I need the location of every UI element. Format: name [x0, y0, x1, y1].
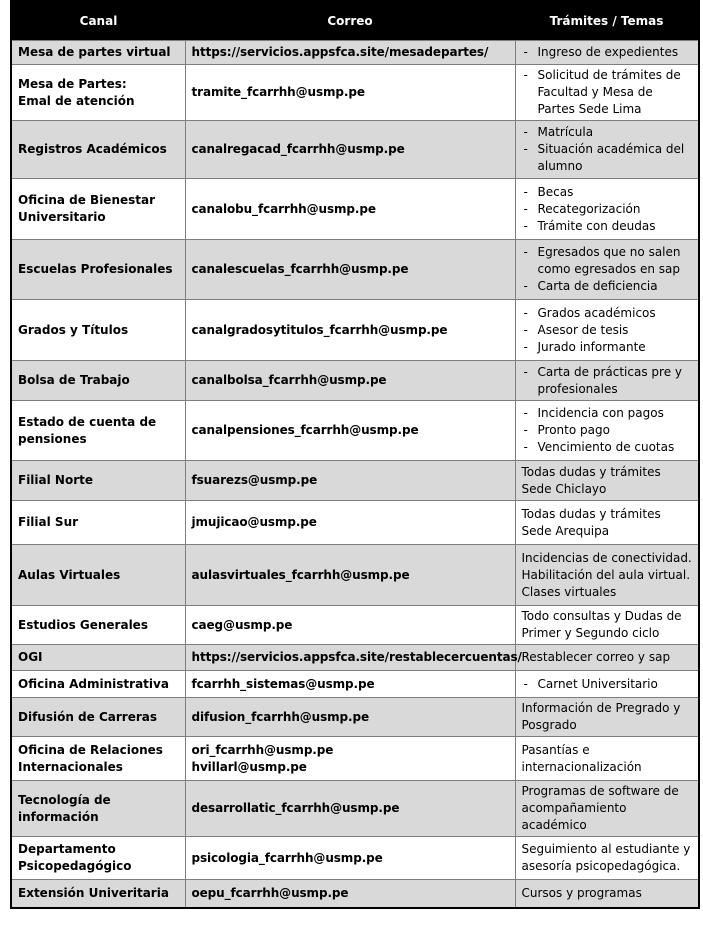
- tema-item: - Jurado informante: [522, 339, 693, 356]
- table-row: [11, 781, 699, 837]
- canal-cell: [11, 837, 185, 880]
- header-canal: Canal: [11, 1, 185, 41]
- table-row: [11, 179, 699, 240]
- tema-text: Todas dudas y trámites Sede Arequipa: [521, 506, 661, 538]
- tema-item: - Becas: [522, 184, 693, 201]
- tema-item: - Solicitud de trámites de Facultad y Mesa de Partes Sede Lima: [522, 67, 693, 118]
- temas-cell: [515, 65, 699, 121]
- temas-cell: [515, 781, 699, 837]
- canal-name: Oficina de Relaciones Internacionales: [18, 742, 163, 774]
- correo-cell: [185, 121, 515, 179]
- temas-cell: [515, 240, 699, 300]
- temas-cell: [515, 545, 699, 606]
- canal-cell: [11, 65, 185, 121]
- table-row: [11, 401, 699, 461]
- temas-cell: [515, 300, 699, 361]
- temas-cell: [515, 41, 699, 65]
- correo-cell: [185, 781, 515, 837]
- correo-value[interactable]: oepu_fcarrhh@usmp.pe: [191, 885, 349, 900]
- table-row: [11, 240, 699, 300]
- tema-item: - Incidencia con pagos: [522, 405, 693, 422]
- correo-value[interactable]: aulasvirtuales_fcarrhh@usmp.pe: [191, 567, 410, 582]
- tema-item: - Trámite con deudas: [522, 218, 693, 235]
- canal-name: Escuelas Profesionales: [18, 262, 173, 276]
- temas-cell: [515, 737, 699, 781]
- table-row: [11, 361, 699, 401]
- canal-name: Registros Académicos: [18, 142, 167, 156]
- correo-value[interactable]: canalbolsa_fcarrhh@usmp.pe: [191, 373, 387, 387]
- canal-cell: [11, 121, 185, 179]
- correo-value[interactable]: jmujicao@usmp.pe: [191, 515, 317, 529]
- correo-value[interactable]: ori_fcarrhh@usmp.pe hvillarl@usmp.pe: [191, 742, 334, 774]
- tema-item: - Egresados que no salen como egresados en sap: [522, 244, 693, 278]
- temas-list: [522, 676, 693, 693]
- correo-cell: [185, 837, 515, 880]
- correo-value[interactable]: caeg@usmp.pe: [191, 617, 293, 632]
- correo-value[interactable]: https://servicios.appsfca.site/restablecercuentas/: [191, 650, 522, 664]
- correo-cell: [185, 240, 515, 300]
- canal-name: Oficina Administrativa: [18, 676, 169, 691]
- correo-cell: [185, 65, 515, 121]
- table-row: [11, 837, 699, 880]
- temas-list: [522, 124, 693, 175]
- correo-value[interactable]: tramite_fcarrhh@usmp.pe: [191, 85, 365, 99]
- temas-list: [522, 244, 693, 295]
- canal-cell: [11, 41, 185, 65]
- canal-cell: [11, 781, 185, 837]
- tema-item: - Recategorización: [522, 201, 693, 218]
- correo-cell: [185, 545, 515, 606]
- table-row: [11, 671, 699, 698]
- canal-name: Grados y Títulos: [18, 322, 129, 337]
- canal-name: Filial Norte: [18, 473, 94, 487]
- tema-item: - Ingreso de expedientes: [522, 44, 693, 61]
- table-row: [11, 606, 699, 645]
- tema-text: Todas dudas y trámites Sede Chiclayo: [521, 464, 661, 496]
- canal-name: Estudios Generales: [18, 617, 148, 632]
- correo-cell: [185, 361, 515, 401]
- temas-cell: [515, 401, 699, 461]
- correo-cell: [185, 645, 522, 671]
- canal-name: Extensión Univeritaria: [18, 885, 169, 900]
- temas-cell: [515, 698, 699, 737]
- tema-text: Seguimiento al estudiante y asesoría psicopedagógica.: [521, 842, 691, 873]
- temas-list: [522, 305, 693, 356]
- correo-cell: [185, 179, 515, 240]
- canal-name: Tecnología de información: [18, 792, 111, 824]
- correo-cell: [185, 698, 515, 737]
- temas-list: [522, 184, 693, 235]
- canal-cell: [11, 179, 185, 240]
- correo-value[interactable]: psicologia_fcarrhh@usmp.pe: [191, 850, 383, 865]
- temas-list: [522, 67, 693, 118]
- temas-cell: [515, 606, 699, 645]
- canal-cell: [11, 501, 185, 545]
- table-row: [11, 880, 699, 908]
- correo-cell: [185, 671, 515, 698]
- tema-item: - Situación académica del alumno: [522, 141, 693, 175]
- correo-value[interactable]: canalregacad_fcarrhh@usmp.pe: [191, 142, 405, 156]
- header-row: [11, 1, 699, 41]
- temas-cell: [515, 461, 699, 501]
- canal-name: Difusión de Carreras: [18, 709, 158, 724]
- canal-name: OGI: [18, 650, 43, 664]
- temas-cell: [515, 501, 699, 545]
- table-body: [11, 41, 699, 908]
- tema-item: - Matrícula: [522, 124, 693, 141]
- tema-item: - Carnet Universitario: [522, 676, 693, 693]
- temas-cell: [515, 880, 699, 908]
- table-row: [11, 65, 699, 121]
- tema-text: Información de Pregrado y Posgrado: [521, 701, 681, 732]
- channels-table: [10, 0, 700, 909]
- canal-cell: [11, 300, 185, 361]
- canal-cell: [11, 545, 185, 606]
- tema-item: - Carta de deficiencia: [522, 278, 693, 295]
- correo-cell: [185, 501, 515, 545]
- canal-cell: [11, 606, 185, 645]
- tema-item: - Pronto pago: [522, 422, 693, 439]
- header-correo: Correo: [185, 1, 515, 41]
- canal-name: Aulas Virtuales: [18, 567, 121, 582]
- tema-text: Habilitación del aula virtual.: [521, 567, 691, 582]
- tema-item: - Grados académicos: [522, 305, 693, 322]
- tema-text: Todo consultas y Dudas de Primer y Segundo ciclo: [521, 609, 682, 640]
- correo-cell: [185, 41, 515, 65]
- table-row: [11, 121, 699, 179]
- correo-value[interactable]: canalpensiones_fcarrhh@usmp.pe: [191, 423, 419, 437]
- table-row: [11, 41, 699, 65]
- temas-list: [522, 364, 693, 398]
- correo-value[interactable]: canalobu_fcarrhh@usmp.pe: [191, 201, 376, 216]
- tema-text: Programas de software de acompañamiento académico: [521, 784, 679, 832]
- canal-name: Oficina de Bienestar Universitario: [18, 193, 156, 224]
- canal-cell: [11, 671, 185, 698]
- correo-cell: [185, 401, 515, 461]
- tema-text: Pasantías e internacionalización: [521, 742, 642, 774]
- temas-cell: [515, 179, 699, 240]
- canal-cell: [11, 645, 185, 671]
- correo-cell: [185, 461, 515, 501]
- temas-cell: [515, 645, 699, 671]
- temas-list: [522, 405, 693, 456]
- canal-name: Estado de cuenta de pensiones: [18, 414, 157, 446]
- correo-value[interactable]: https://servicios.appsfca.site/mesadepartes/: [191, 45, 489, 59]
- tema-text: Clases virtuales: [521, 584, 617, 599]
- table-row: [11, 501, 699, 545]
- table-row: [11, 461, 699, 501]
- tema-text: Cursos y programas: [521, 885, 642, 900]
- table-header: [11, 1, 699, 41]
- canal-name: Mesa de partes virtual: [18, 45, 171, 59]
- canal-cell: [11, 880, 185, 908]
- temas-cell: [515, 671, 699, 698]
- tema-text: Restablecer correo y sap: [521, 650, 671, 664]
- tema-item: - Vencimiento de cuotas: [522, 439, 693, 456]
- tema-item: - Asesor de tesis: [522, 322, 693, 339]
- canal-cell: [11, 698, 185, 737]
- correo-cell: [185, 737, 515, 781]
- table-row: [11, 737, 699, 781]
- tema-text: Incidencias de conectividad.: [521, 550, 692, 565]
- correo-value[interactable]: fsuarezs@usmp.pe: [191, 473, 318, 487]
- correo-cell: [185, 880, 515, 908]
- canal-name: Bolsa de Trabajo: [18, 373, 130, 387]
- correo-value[interactable]: desarrollatic_fcarrhh@usmp.pe: [191, 801, 400, 815]
- temas-cell: [515, 361, 699, 401]
- table-row: [11, 545, 699, 606]
- canal-cell: [11, 737, 185, 781]
- canal-cell: [11, 461, 185, 501]
- canal-name: Mesa de Partes: Emal de atención: [18, 76, 135, 108]
- header-temas: Trámites / Temas: [515, 1, 699, 41]
- correo-value[interactable]: canalgradosytitulos_fcarrhh@usmp.pe: [191, 322, 448, 337]
- correo-value[interactable]: difusion_fcarrhh@usmp.pe: [191, 709, 370, 724]
- canal-name: Departamento Psicopedagógico: [18, 842, 132, 873]
- canal-name: Filial Sur: [18, 515, 79, 529]
- canal-cell: [11, 401, 185, 461]
- canal-cell: [11, 361, 185, 401]
- table-row: [11, 698, 699, 737]
- table-row: [11, 645, 699, 671]
- correo-value[interactable]: canalescuelas_fcarrhh@usmp.pe: [191, 262, 409, 276]
- canal-cell: [11, 240, 185, 300]
- tema-item: - Carta de prácticas pre y profesionales: [522, 364, 693, 398]
- correo-cell: [185, 300, 515, 361]
- correo-cell: [185, 606, 515, 645]
- temas-cell: [515, 837, 699, 880]
- temas-cell: [515, 121, 699, 179]
- table-row: [11, 300, 699, 361]
- temas-list: [522, 44, 693, 61]
- correo-value[interactable]: fcarrhh_sistemas@usmp.pe: [191, 676, 375, 691]
